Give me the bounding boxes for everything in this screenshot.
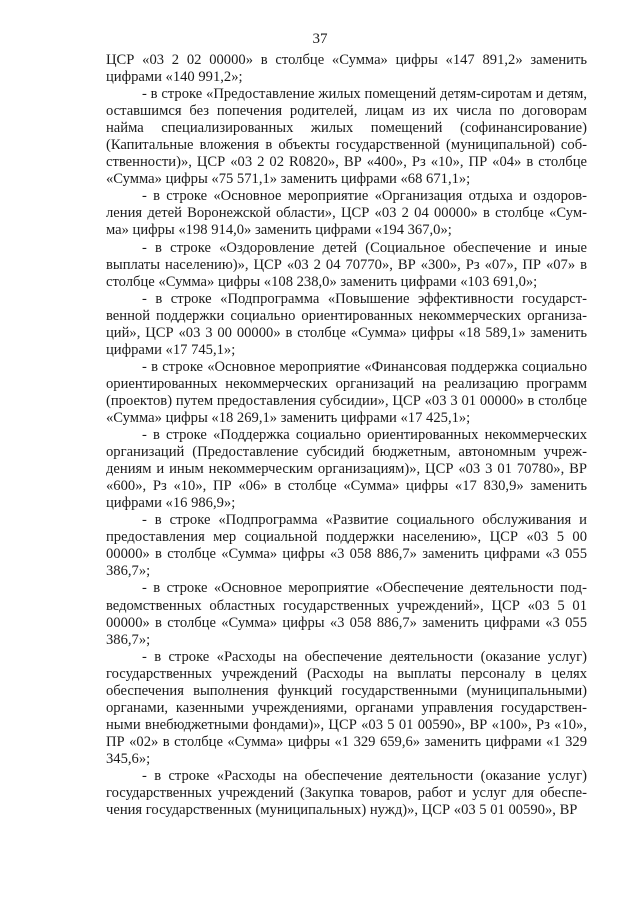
paragraph: - в строке «Расходы на обеспечение деятельности (оказание услуг) государственных учреждений (Расходы на выплаты персоналу в целях обеспечения выполнения функций государственными (муниципальными) органами, казенными учреждениями, органами управления государственными внебюджетными фондами)», ЦСР «03 5 01 00590», ВР «100», Рз «10», ПР «02» в столбце «Сумма» цифры «1 329 659,6» заменить цифрами «1 329 345,6»; xyxy=(106,648,587,767)
paragraph: - в строке «Основное мероприятие «Обеспечение деятельности подведомственных областных государственных учреждений», ЦСР «03 5 01 00000» в столбце «Сумма» цифры «3 058 886,7» заменить цифрами «3 055 386,7»; xyxy=(106,580,587,648)
paragraph: - в строке «Подпрограмма «Повышение эффективности государственной поддержки социально ориентированных некоммерческих организаций», ЦСР «03 3 00 00000» в столбце «Сумма» цифры «18 589,1» заменить цифрами «17 745,1»; xyxy=(106,290,587,358)
paragraph: - в строке «Основное мероприятие «Организация отдыха и оздоровления детей Воронежской области», ЦСР «03 2 04 00000» в столбце «Сумма» цифры «198 914,0» заменить цифрами «194 367,0»; xyxy=(106,188,587,239)
paragraph: - в строке «Подпрограмма «Развитие социального обслуживания и предоставления мер социальной поддержки населению», ЦСР «03 5 00 00000» в столбце «Сумма» цифры «3 058 886,7» заменить цифрами «3 055 386,7»; xyxy=(106,512,587,580)
paragraph-continuation: ЦСР «03 2 02 00000» в столбце «Сумма» цифры «147 891,2» заменить цифрами «140 991,2»; xyxy=(106,52,587,86)
paragraph: - в строке «Основное мероприятие «Финансовая поддержка социально ориентированных некоммерческих организаций на реализацию программ (проектов) путем предоставления субсидии», ЦСР «03 3 01 00000» в столбце «Сумма» цифры «18 269,1» заменить цифрами «17 425,1»; xyxy=(106,358,587,426)
paragraph-truncated: - в строке «Расходы на обеспечение деятельности (оказание услуг) государственных учреждений (Закупка товаров, работ и услуг для обеспечения государственных (муниципальных) нужд)», ЦСР «03 5 01 00590», ВР xyxy=(106,767,587,819)
page-number: 37 xyxy=(312,31,328,47)
paragraph: - в строке «Предоставление жилых помещений детям-сиротам и детям, оставшимся без попечения родителей, лицам из их числа по договорам найма специализированных жилых помещений (софинансирование) (Капитальные вложения в объекты государственной (муниципальной) собственности)», ЦСР «03 2 02 R0820», ВР «400», Рз «10», ПР «04» в столбце «Сумма» цифры «75 571,1» заменить цифрами «68 671,1»; xyxy=(106,86,587,188)
paragraph: - в строке «Поддержка социально ориентированных некоммерческих организаций (Предоставление субсидий бюджетным, автономным учреждениям и иным некоммерческим организациям)», ЦСР «03 3 01 70780», ВР «600», Рз «10», ПР «06» в столбце «Сумма» цифры «17 830,9» заменить цифрами «16 986,9»; xyxy=(106,427,587,512)
document-body xyxy=(106,52,587,819)
paragraph: - в строке «Оздоровление детей (Социальное обеспечение и иные выплаты населению)», ЦСР «03 2 04 70770», ВР «300», Рз «07», ПР «07» в столбце «Сумма» цифры «108 238,0» заменить цифрами «103 691,0»; xyxy=(106,239,587,290)
